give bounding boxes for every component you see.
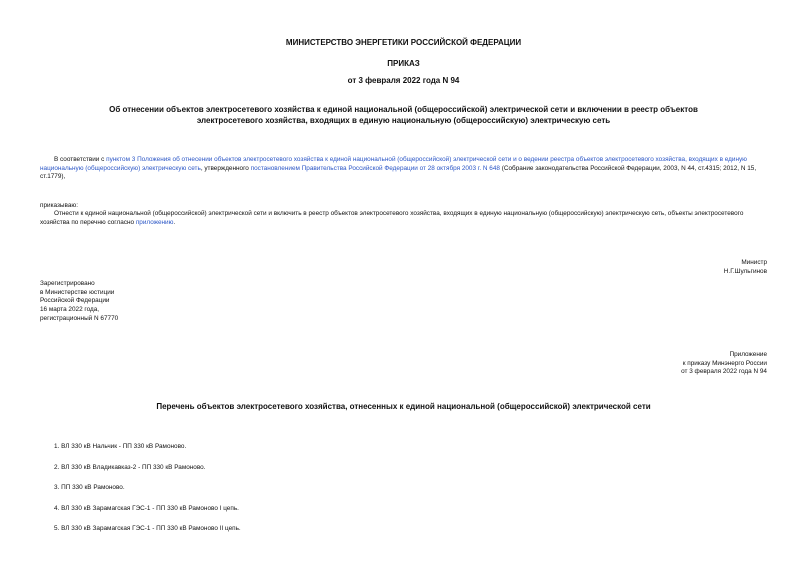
government-decree-link[interactable]: постановлением Правительства Российской Федерации от 28 октября 2003 г. N 648: [250, 164, 500, 172]
document-date: от 3 февраля 2022 года N 94: [347, 76, 460, 85]
document-title-line-2: электросетевого хозяйства, входящих в единую национальную (общероссийскую) электрическую сеть: [196, 115, 611, 125]
preamble-intro: В соответствии с: [54, 156, 107, 163]
registration-line: Российской Федерации: [40, 297, 110, 305]
list-item: 1. ВЛ 330 кВ Нальчик - ПП 330 кВ Рамоново.: [54, 443, 187, 450]
registration-line: в Министерстве юстиции: [40, 288, 115, 296]
order-end: .: [173, 218, 176, 226]
signatory-position: Министр: [741, 259, 767, 266]
list-item: 5. ВЛ 330 кВ Зарамагская ГЭС-1 - ПП 330 кВ Рамоново II цепь.: [54, 525, 241, 532]
ministry-name: МИНИСТЕРСТВО ЭНЕРГЕТИКИ РОССИЙСКОЙ ФЕДЕРАЦИИ: [285, 38, 522, 47]
list-item: 2. ВЛ 330 кВ Владикавказ-2 - ПП 330 кВ Рамоново.: [54, 463, 206, 471]
registration-line: Зарегистрировано: [40, 280, 95, 287]
appendix-line: от 3 февраля 2022 года N 94: [681, 368, 767, 376]
order-body: Отнести к единой национальной (общероссийской) электрической сети и включить в реестр объектов электросетевого хозяйства, входящих в единую национальную (общероссийскую) электрическую сеть, объекты электросетевого хозяйства по перечню согласно: [40, 210, 744, 226]
ordered-label: приказываю:: [40, 202, 78, 209]
registration-block: [40, 280, 118, 323]
document-title: [60, 105, 747, 127]
list-title: Перечень объектов электросетевого хозяйства, отнесенных к единой национальной (общероссийской) электрической сети: [156, 402, 651, 411]
preamble-mid: , утвержденного: [200, 164, 251, 172]
signature-block: [724, 259, 767, 276]
registration-line: 16 марта 2022 года,: [40, 305, 100, 313]
appendix-line: к приказу Минэнерго России: [682, 359, 767, 367]
list-item: 3. ПП 330 кВ Рамоново.: [54, 484, 125, 491]
list-item: 4. ВЛ 330 кВ Зарамагская ГЭС-1 - ПП 330 кВ Рамоново I цепь.: [54, 504, 239, 512]
preamble-paragraph: [40, 156, 770, 182]
preamble-outro: (Собрание законодательства Российской Федерации, 2003, N 44, ст.4315; 2012, N 15, ст.1779),: [40, 164, 757, 181]
document-title-line-1: Об отнесении объектов электросетевого хозяйства к единой национальной (общероссийской) электрической сети и включении в реестр объектов: [109, 105, 698, 114]
regulation-link[interactable]: пунктом 3 Положения об отнесении объектов электросетевого хозяйства к единой национальной (общероссийской) электрической сети и о ведении реестра объектов электросетевого хозяйства, входящих в единую национальную (общероссийскую) электрическую сеть: [40, 156, 747, 172]
appendix-line: Приложение: [729, 351, 767, 358]
object-list: [54, 443, 241, 546]
appendix-header: [681, 351, 767, 377]
signatory-name: Н.Г.Шульгинов: [723, 267, 767, 275]
registration-line: регистрационный N 67770: [40, 314, 119, 322]
document-type: ПРИКАЗ: [387, 59, 420, 68]
order-paragraph: [40, 210, 770, 227]
appendix-link[interactable]: приложению: [135, 218, 174, 226]
